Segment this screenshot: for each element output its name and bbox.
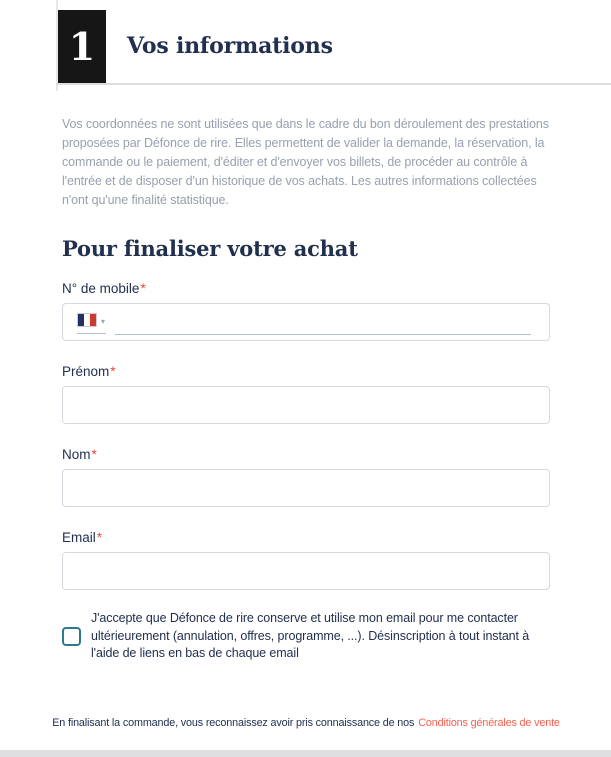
email-required-mark: * [96, 530, 103, 545]
terms-note-text: En finalisant la commande, vous reconnaissez avoir pris connaissance de nos [52, 716, 415, 729]
mobile-input-container [62, 303, 550, 341]
step-number: 1 [68, 24, 96, 69]
section-heading: Pour finaliser votre achat [62, 236, 358, 261]
country-select-button[interactable] [77, 310, 106, 334]
mobile-number-input[interactable] [115, 311, 531, 335]
form-content [52, 115, 560, 729]
email-label [62, 529, 550, 547]
mobile-label-text: N° de mobile [62, 281, 140, 296]
email-input[interactable] [62, 552, 550, 590]
firstname-label-text: Prénom [62, 364, 110, 379]
page-title: Vos informations [127, 33, 333, 59]
consent-label[interactable]: J'accepte que Défonce de rire conserve et utilise mon email pour me contacter ultérieurement (annulation, offres, programme, ...). Désinscription à tout instant à l'aide de liens en bas de chaque email [91, 611, 530, 660]
lastname-label [62, 446, 550, 464]
firstname-label [62, 363, 550, 381]
consent-checkbox[interactable] [62, 627, 81, 646]
step-number-badge [58, 10, 106, 83]
consent-row [62, 610, 550, 663]
header-divider [56, 83, 611, 85]
firstname-input[interactable] [62, 386, 550, 424]
terms-link[interactable]: Conditions générales de vente [418, 716, 560, 729]
firstname-required-mark: * [110, 364, 116, 379]
terms-note [52, 716, 560, 729]
privacy-intro-text: Vos coordonnées ne sont utilisées que dans le cadre du bon déroulement des prestations proposées par Défonce de rire. Elles permettent de valider la demande, la réservation, la commande ou le paiement, d'éditer et d'envoyer vos billets, de procéder au contrôle à l'entrée et de disposer d'un historique de vos achats. Les autres informations collectées n'ont qu'une finalité statistique. [62, 117, 549, 207]
firstname-field-group [62, 363, 550, 424]
lastname-field-group [62, 446, 550, 507]
mobile-label [62, 280, 550, 298]
mobile-required-mark: * [140, 281, 146, 296]
lastname-label-text: Nom [62, 447, 91, 462]
lastname-input[interactable] [62, 469, 550, 507]
france-flag-icon [77, 313, 97, 327]
email-label-text: Email [62, 530, 96, 545]
email-field-group [62, 529, 550, 590]
mobile-field-group [62, 280, 550, 341]
lastname-required-mark: * [91, 447, 97, 462]
chevron-down-icon: ▾ [101, 317, 106, 326]
bottom-section-divider [0, 750, 611, 757]
